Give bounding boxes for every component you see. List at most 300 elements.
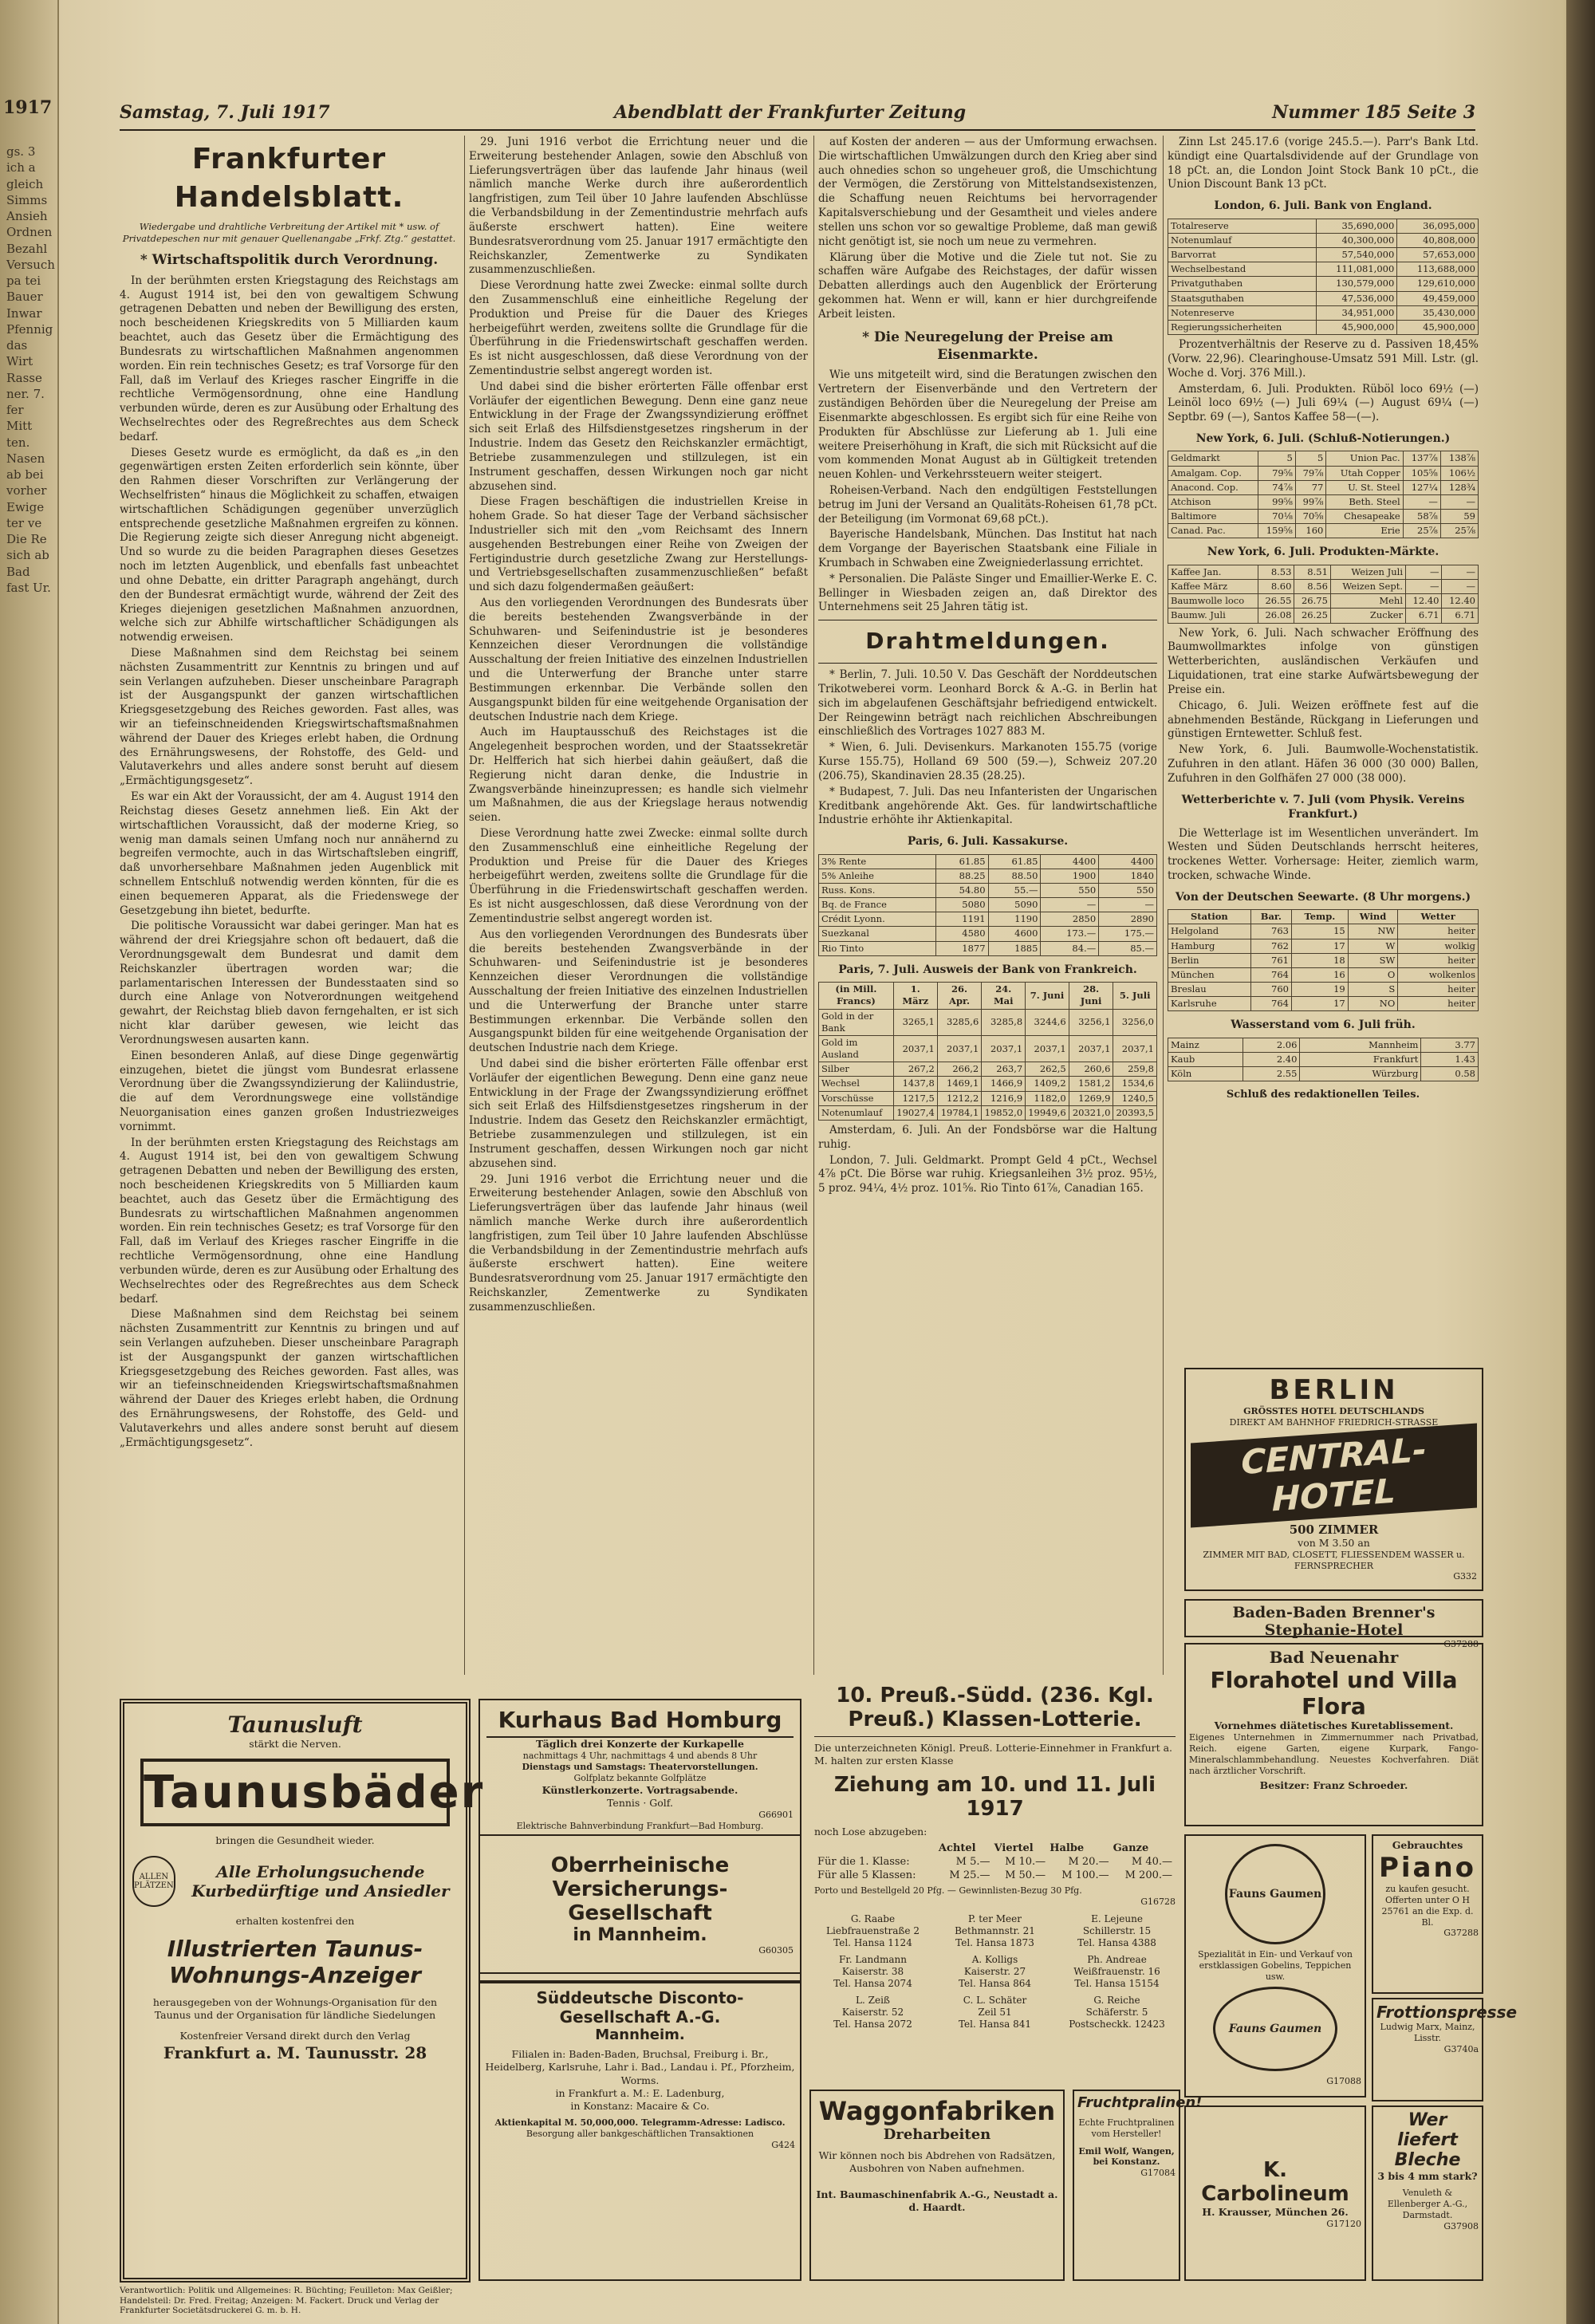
table-row — [819, 869, 1157, 883]
ad-title: K. Carbolineum — [1201, 2158, 1349, 2206]
ad-disconto[interactable] — [478, 1982, 801, 2281]
ad-code: G3740a — [1443, 2043, 1479, 2054]
article-paragraph: auf Kosten der anderen — aus der Umformung erwachsen. Die wirtschaftlichen Umwälzungen durch den Krieg aber sind auch ohnedies schon so ungeheuer groß, die Umschichtung der Vermögen, die Zerstörung von Mittelstandsexistenzen, die Schaffung neuen Reichtums bei hervorragender Kapitalsverschiebung und der Gesamtheit und vieles andere stellen uns schon vor so gewaltige Probleme, daß man gewiß nicht genötigt ist, sie noch um neue zu vermehren. — [818, 136, 1157, 248]
article-paragraph: Einen besonderen Anlaß, auf diese Dinge gegenwärtig einzugehen, bietet die jüngst vom Bundesrat erlassene Verordnung über die Zwangssyndizierung der Kaliindustrie, die auf dem Verordnungswege eine vollständige Neuorganisation eines ganzen großen Industriezweiges vornimmt. — [120, 1049, 459, 1133]
table-cell: Helgoland — [1168, 924, 1251, 939]
ad-title: Kurhaus Bad Homburg — [486, 1707, 794, 1738]
table-cell: 263,7 — [982, 1062, 1026, 1077]
column-1 — [120, 136, 459, 1675]
table-cell: 74⅞ — [1258, 480, 1295, 494]
table-heading: New York, 6. Juli. Produkten-Märkte. — [1207, 546, 1439, 559]
ad-line: Dienstags und Samstags: Theatervorstellungen. — [522, 1762, 758, 1772]
table-cell: wolkenlos — [1398, 967, 1479, 982]
table-row — [819, 1035, 1157, 1062]
table-cell: Union Pac. — [1326, 451, 1403, 466]
ad-title: Wer liefert Bleche — [1394, 2110, 1461, 2170]
column-header: Temp. — [1291, 910, 1348, 924]
table-cell: 1885 — [988, 941, 1041, 955]
table-cell: 550 — [1041, 883, 1099, 897]
table-cell: Zucker — [1330, 609, 1405, 623]
news-item: London, 7. Juli. Geldmarkt. Prompt Geld 4 pCt., Wechsel 4⅞ pCt. Die Börse war ruhig. Kriegsanleihen 3½ proz. 95½, 5 proz. 94¼, 4½ proz. 101⅝. Rio Tinto 61⅞, Canadian 165. — [818, 1153, 1157, 1195]
table-cell: 19 — [1291, 983, 1348, 997]
table-cell: 1217,5 — [893, 1091, 937, 1105]
table-row — [1168, 565, 1479, 579]
table-cell: 2037,1 — [1113, 1035, 1157, 1062]
table-cell: 26.55 — [1258, 594, 1294, 609]
ad-firm: Venuleth & Ellenberger A.-G., Darmstadt. — [1387, 2188, 1468, 2220]
bank-frankreich-table — [818, 982, 1157, 1121]
table-cell: Breslau — [1168, 983, 1251, 997]
page-number: Nummer 185 Seite 3 — [1272, 102, 1475, 123]
ad-title: Fruchtpralinen! — [1077, 2094, 1203, 2111]
table-cell: 2.06 — [1243, 1038, 1300, 1052]
ad-title: 10. Preuß.-Südd. (236. Kgl. Preuß.) Klassen-Lotterie. — [836, 1684, 1154, 1731]
ad-klassen-lotterie[interactable] — [809, 1679, 1180, 2090]
table-cell: Privatguthaben — [1168, 277, 1317, 291]
table-cell: O — [1348, 967, 1398, 982]
end-of-editorial: Schluß des redaktionellen Teiles. — [1226, 1089, 1420, 1101]
ad-top2: stärkt die Nerven. — [249, 1738, 341, 1750]
table-row — [1168, 510, 1479, 524]
ad-code: G17088 — [1326, 2076, 1361, 2087]
ad-line: ZIMMER MIT BAD, CLOSETT, FLIESSENDEM WASSER u. FERNSPRECHER — [1203, 1549, 1465, 1571]
table-cell: 34,951,000 — [1316, 305, 1397, 320]
table-cell: 84.— — [1041, 941, 1099, 955]
table-row — [814, 1855, 1176, 1869]
page-header — [120, 102, 1475, 131]
table-cell: 99⅝ — [1258, 494, 1295, 509]
table-cell: 19027,4 — [893, 1105, 937, 1120]
ad-line: Aktienkapital M. 50,000,000. Telegramm-Adresse: Ladisco. — [494, 2117, 786, 2129]
table-cell: 4600 — [988, 927, 1041, 941]
table-cell: 762 — [1250, 939, 1291, 953]
table-cell: Baltimore — [1168, 510, 1258, 524]
table-cell: Vorschüsse — [819, 1091, 894, 1105]
ad-fauns[interactable] — [1184, 1834, 1366, 2098]
table-cell: 8.60 — [1258, 580, 1294, 594]
lotterie-agent: C. L. Schäter Zeil 51 Tel. Hansa 841 — [958, 1995, 1032, 2031]
table-cell: 550 — [1099, 883, 1157, 897]
table-cell: Utah Copper — [1326, 466, 1403, 480]
table-cell: 129,610,000 — [1397, 277, 1479, 291]
table-row — [819, 1105, 1157, 1120]
table-cell: — — [1406, 565, 1442, 579]
ad-line: Besorgung aller bankgeschäftlichen Transaktionen — [526, 2129, 754, 2139]
table-cell: 127¼ — [1403, 480, 1440, 494]
table-cell: 5 — [1295, 451, 1326, 466]
table-row — [819, 1091, 1157, 1105]
article-paragraph: Und dabei sind die bisher erörterten Fälle offenbar erst Vorläufer der eigentlichen Bewegung. Denn eine ganz neue Entwicklung in der Frage der Zwangssyndizierung eröffnet sich seit Erlaß des Hilfsdienstgesetzes ringsherum in der Industrie. Indem das Gesetz den Reichskanzler ermächtigt, Betriebe zusammenzulegen und stillzulegen, ist ein Instrument geschaffen, dessen Wirkungen noch gar nicht abzusehen sind. — [469, 1058, 808, 1170]
ad-code: G16728 — [1140, 1896, 1176, 1907]
table-cell: 2850 — [1041, 912, 1099, 927]
table-cell: Notenumlauf — [1168, 233, 1317, 247]
table-cell: Staatsguthaben — [1168, 291, 1317, 305]
table-cell: 259,8 — [1113, 1062, 1157, 1077]
ad-piano[interactable] — [1372, 1834, 1483, 1994]
ad-carbolineum[interactable] — [1184, 2105, 1366, 2281]
table-cell: 3285,8 — [982, 1009, 1026, 1035]
table-row — [819, 912, 1157, 927]
table-cell: 35,690,000 — [1316, 219, 1397, 233]
ad-code: G60305 — [758, 1945, 794, 1956]
table-cell: 1191 — [935, 912, 988, 927]
table-row — [1168, 983, 1479, 997]
table-cell: 88.50 — [988, 869, 1041, 883]
table-cell: Anacond. Cop. — [1168, 480, 1258, 494]
column-rule — [813, 136, 814, 1675]
table-cell: M 50.— — [1005, 1869, 1046, 1881]
ad-brenner-hotel[interactable] — [1184, 1599, 1483, 1649]
ad-firm: Emil Wolf, Wangen, bei Konstanz. — [1078, 2145, 1175, 2168]
column-header: 1. März — [893, 983, 937, 1009]
right-page-edge — [1566, 0, 1595, 2324]
table-cell: 3256,1 — [1069, 1009, 1113, 1035]
table-cell: 20393,5 — [1113, 1105, 1157, 1120]
table-cell: Gold in der Bank — [819, 1009, 894, 1035]
table-cell: 5 — [1258, 451, 1295, 466]
table-row — [1168, 320, 1479, 334]
news-item: Chicago, 6. Juli. Weizen eröffnete fest auf die abnehmenden Bestände, Rückgang in Lieferungen und günstigen Erntewetter. Schluß fest. — [1168, 699, 1479, 741]
table-cell: 8.56 — [1294, 580, 1330, 594]
table-cell: — — [1442, 580, 1479, 594]
table-cell: 19949,6 — [1026, 1105, 1069, 1120]
news-item: * Budapest, 7. Juli. Das neu Infanteristen der Ungarischen Kreditbank angehörende Akt. Ges. für landwirtschaftliche Industrie erhöhte ihr Aktienkapital. — [818, 785, 1157, 827]
table-row — [819, 883, 1157, 897]
news-item: * Wien, 6. Juli. Devisenkurs. Markanoten 155.75 (vorige Kurse 155.75), Holland 69 500 (59.—), Schweiz 207.20 (206.75), Skandinavien 28.35 (28.25). — [818, 741, 1157, 782]
table-cell: 3285,6 — [937, 1009, 981, 1035]
table-cell: 2037,1 — [893, 1035, 937, 1062]
table-cell: 57,540,000 — [1316, 248, 1397, 262]
table-row — [1168, 291, 1479, 305]
table-cell: Hamburg — [1168, 939, 1251, 953]
column-header: Achtel — [938, 1841, 976, 1854]
table-cell: Würzburg — [1300, 1067, 1421, 1081]
table-cell: 19852,0 — [982, 1105, 1026, 1120]
ad-code: G332 — [1453, 1571, 1477, 1582]
table-cell: 25⅞ — [1440, 524, 1478, 538]
table-cell: 17 — [1291, 997, 1348, 1011]
lotterie-agent: G. Reiche Schäferstr. 5 Postscheckk. 12423 — [1069, 1995, 1165, 2031]
table-cell: 1409,2 — [1026, 1077, 1069, 1091]
table-cell: 6.71 — [1406, 609, 1442, 623]
table-cell: M 100.— — [1061, 1869, 1109, 1881]
table-cell: 1840 — [1099, 869, 1157, 883]
table-cell: 40,808,000 — [1397, 233, 1479, 247]
ad-line: nachmittags 4 Uhr, nachmittags 4 und abends 8 Uhr — [522, 1751, 758, 1762]
lotterie-agent: Fr. Landmann Kaiserstr. 38 Tel. Hansa 2074 — [833, 1954, 912, 1990]
table-cell: 3.77 — [1421, 1038, 1479, 1052]
table-cell: Atchison — [1168, 494, 1258, 509]
ad-city: Mannheim. — [595, 2027, 685, 2043]
table-cell: 4400 — [1041, 854, 1099, 869]
table-cell: Berlin — [1168, 953, 1251, 967]
table-cell: Geldmarkt — [1168, 451, 1258, 466]
table-cell: 5% Anleihe — [819, 869, 936, 883]
table-cell: 3256,0 — [1113, 1009, 1157, 1035]
table-cell: 105⅝ — [1403, 466, 1440, 480]
article-headline: * Wirtschaftspolitik durch Verordnung. — [140, 252, 439, 269]
table-cell: 1877 — [935, 941, 988, 955]
table-cell: 47,536,000 — [1316, 291, 1397, 305]
column-2 — [469, 136, 808, 1675]
table-cell: 106½ — [1440, 466, 1478, 480]
ad-line: Eigenes Unternehmen in Zimmernummer nach Privatbad, Reich. eigene Garten, eigene Kurpark, Fango-Mineralschlammbehandlung. Neuestes Kochverfahren. Diät nach ärztlicher Vorschrift. — [1189, 1732, 1479, 1776]
page-spine — [0, 0, 59, 2324]
table-cell: 3265,1 — [893, 1009, 937, 1035]
column-header: (in Mill. Francs) — [819, 983, 894, 1009]
table-cell: 1437,8 — [893, 1077, 937, 1091]
table-cell: Suezkanal — [819, 927, 936, 941]
article-paragraph: 29. Juni 1916 verbot die Errichtung neuer und die Erweiterung bestehender Anlagen, sowie den Abschluß von Lieferungsverträgen über das laufende Jahr hinaus (weil nämlich manche Werke durch ihre außerordentlich langfristigen, zum Teil über 10 Jahre laufenden Abschlüsse die Verbandsbildung in der Zementindustrie mehrfach aufs äußerste erschwert hatten). Eine weitere Bundesratsverordnung vom 25. Januar 1917 ermächtigte den Reichskanzler, Zementwerke zu Syndikaten zusammenzuschließen. — [469, 1172, 808, 1314]
ad-line: erhalten kostenfrei den — [235, 1914, 355, 1927]
table-row — [1168, 219, 1479, 233]
ad-line: Ludwig Marx, Mainz, Lisstr. — [1380, 2022, 1475, 2043]
ad-line: in Konstanz: Macaire & Co. — [570, 2100, 710, 2112]
table-cell: 59 — [1440, 510, 1478, 524]
table-cell: 40,300,000 — [1316, 233, 1397, 247]
ad-city: BERLIN — [1269, 1374, 1399, 1406]
ad-title: Frottionspresse — [1376, 2003, 1518, 2022]
table-cell: 57,653,000 — [1397, 248, 1479, 262]
table-row — [1168, 1038, 1479, 1052]
ad-place: Bad Neuenahr — [1269, 1648, 1399, 1667]
table-cell: 138⅞ — [1440, 451, 1478, 466]
table-cell: Gold im Ausland — [819, 1035, 894, 1062]
news-item: Amsterdam, 6. Juli. An der Fondsbörse war die Haltung ruhig. — [818, 1124, 1157, 1151]
table-cell: — — [1406, 580, 1442, 594]
table-cell: Barvorrat — [1168, 248, 1317, 262]
table-cell: 1466,9 — [982, 1077, 1026, 1091]
ad-code: G37288 — [1443, 1639, 1479, 1649]
table-cell: NO — [1348, 997, 1398, 1011]
table-row — [819, 1009, 1157, 1035]
table-cell: 0.58 — [1421, 1067, 1479, 1081]
ad-line: Kostenfreier Versand direkt durch den Verlag — [179, 2030, 411, 2042]
ad-code: G424 — [771, 2139, 795, 2150]
table-cell: 113,688,000 — [1397, 262, 1479, 277]
table-cell: 160 — [1295, 524, 1326, 538]
table-row — [819, 927, 1157, 941]
ad-line: 3 bis 4 mm stark? — [1377, 2170, 1478, 2182]
table-cell: NW — [1348, 924, 1398, 939]
table-cell: 130,579,000 — [1316, 277, 1397, 291]
ad-line: Alle Erholungsuchende Kurbedürftige und Ansiedler — [191, 1861, 450, 1901]
ad-title: Oberrheinische Versicherungs-Gesellschaft — [550, 1853, 730, 1925]
table-heading: New York, 6. Juli. (Schluß-Notierungen.) — [1195, 431, 1451, 445]
table-cell: — — [1099, 898, 1157, 912]
table-cell: 8.53 — [1258, 565, 1294, 579]
table-cell: 25⅞ — [1403, 524, 1440, 538]
header-date: Samstag, 7. Juli 1917 — [120, 102, 330, 123]
table-cell: 1269,9 — [1069, 1091, 1113, 1105]
ad-code: G17120 — [1326, 2219, 1361, 2230]
ad-bleche[interactable] — [1372, 2105, 1483, 2281]
article-paragraph: Und dabei sind die bisher erörterten Fälle offenbar erst Vorläufer der eigentlichen Bewegung. Denn eine ganz neue Entwicklung in der Frage der Zwangssyndizierung eröffnet sich seit Erlaß des Hilfsdienstgesetzes ringsherum in der Industrie. Indem das Gesetz den Reichskanzler ermächtigt, Betriebe zusammenzulegen und stillzulegen, ist ein Instrument geschaffen, dessen Wirkungen noch gar nicht abzusehen sind. — [469, 380, 808, 493]
column-rule — [1163, 136, 1164, 1675]
table-cell: 2037,1 — [1026, 1035, 1069, 1062]
ad-line: von M 3.50 an — [1298, 1536, 1370, 1549]
table-cell: 70⅛ — [1258, 510, 1295, 524]
table-cell: 1.43 — [1421, 1053, 1479, 1067]
column-header: 26. Apr. — [937, 983, 981, 1009]
masthead: Abendblatt der Frankfurter Zeitung — [614, 102, 967, 123]
table-cell: 61.85 — [935, 854, 988, 869]
wasserstand-table — [1168, 1038, 1479, 1082]
table-cell: 26.75 — [1294, 594, 1330, 609]
table-cell: 1190 — [988, 912, 1041, 927]
table-cell: 85.— — [1099, 941, 1157, 955]
table-cell: 6.71 — [1442, 609, 1479, 623]
table-cell: 128¾ — [1440, 480, 1478, 494]
table-cell: Wechsel — [819, 1077, 894, 1091]
ad-central-hotel[interactable] — [1184, 1368, 1483, 1591]
table-cell: 763 — [1250, 924, 1291, 939]
table-cell: Baumwolle loco — [1168, 594, 1258, 609]
table-row — [819, 941, 1157, 955]
table-cell: Für die 1. Klasse: — [817, 1855, 910, 1868]
ad-line: Tennis · Golf. — [607, 1796, 673, 1809]
table-row — [1168, 233, 1479, 247]
ad-code: G17084 — [1140, 2168, 1176, 2178]
table-cell: 45,900,000 — [1397, 320, 1479, 334]
table-heading: London, 6. Juli. Bank von England. — [1214, 199, 1432, 213]
table-cell: 760 — [1250, 983, 1291, 997]
ad-frottionspresse[interactable] — [1372, 1998, 1518, 2101]
ad-line: 500 ZIMMER — [1289, 1522, 1379, 1537]
table-cell: 35,430,000 — [1397, 305, 1479, 320]
table-cell: 19784,1 — [937, 1105, 981, 1120]
spine-text: gs. 3 ich a gleich Simms Ansieh Ordnen Bezahl Versuch pa tei Bauer Inwar Pfennig das Wirt Rasse ner. 7. fer Mitt ten. Nasen ab bei vorher Ewige ter ve Die Re sich ab Bad fast Ur. — [6, 144, 55, 595]
column-header: Viertel — [994, 1841, 1034, 1854]
ad-waggonfabriken[interactable] — [809, 2090, 1065, 2281]
column-header: 24. Mai — [982, 983, 1026, 1009]
table-cell: 54.80 — [935, 883, 988, 897]
news-item: Amsterdam, 6. Juli. Produkten. Rüböl loco 69½ (—) Leinöl loco 69½ (—) Juli 69¼ (—) August 69¼ (—) Septbr. 69 (—), Santos Kaffee 58—(—). — [1168, 382, 1479, 424]
table-cell: 159⅝ — [1258, 524, 1295, 538]
ad-taunusbaeder[interactable] — [120, 1699, 485, 2283]
table-cell: SW — [1348, 953, 1398, 967]
lotterie-agent: Ph. Andreae Weißfrauenstr. 16 Tel. Hansa 15154 — [1073, 1954, 1160, 1990]
section-title: Frankfurter Handelsblatt. — [174, 143, 404, 214]
table-cell: 1469,1 — [937, 1077, 981, 1091]
table-cell: 55.— — [988, 883, 1041, 897]
table-cell: Regierungssicherheiten — [1168, 320, 1317, 334]
ad-line: Spezialität in Ein- und Verkauf von erstklassigen Gobelins, Teppichen usw. — [1197, 1949, 1353, 1982]
lotterie-agent: E. Lejeune Schillerstr. 15 Tel. Hansa 4388 — [1077, 1913, 1156, 1949]
table-cell: Frankfurt — [1300, 1053, 1421, 1067]
lotterie-agent: L. Zeiß Kaiserstr. 52 Tel. Hansa 2072 — [833, 1995, 912, 2031]
table-cell: 5090 — [988, 898, 1041, 912]
new-york-table — [1168, 451, 1479, 538]
table-row — [1168, 997, 1479, 1011]
table-row — [1168, 305, 1479, 320]
ad-fruchtpralinen[interactable] — [1073, 2090, 1203, 2281]
ad-line: Illustrierten Taunus-Wohnungs-Anzeiger — [167, 1935, 423, 1988]
article-paragraph: Klärung über die Motive und die Ziele tut not. Sie zu schaffen wäre Aufgabe des Reichstages, der dafür wissen Debatten allerdings auch den Augenblick der Erörterung gekommen hat. Wenn er will, kann er hier durchgreifende Arbeit leisten. — [818, 250, 1157, 321]
table-cell: Kaffee Jan. — [1168, 565, 1258, 579]
ad-title: Süddeutsche Disconto-Gesellschaft A.-G. — [536, 1988, 744, 2027]
table-cell: 1240,5 — [1113, 1091, 1157, 1105]
article-paragraph: Aus den vorliegenden Verordnungen des Bundesrats über die bereits bestehenden Zwangsverbände in der Schuhwaren- und Seifenindustrie ist je besonderes Kennzeichen dieser Verordnungen die vollständige Ausschaltung der freien Initiative des einzelnen Industriellen und die Unterwerfung der Branche unter starre Bestimmungen erkennbar. Die Verbände sollen den Ausgangspunkt bilden für eine weitgehende Organisation der deutschen Industrie nach dem Kriege. — [469, 928, 808, 1055]
table-cell: heiter — [1398, 924, 1479, 939]
table-cell: 764 — [1250, 997, 1291, 1011]
ad-code: G37908 — [1443, 2220, 1479, 2231]
table-row — [819, 1062, 1157, 1077]
table-cell: 2.55 — [1243, 1067, 1300, 1081]
ad-line: Elektrische Bahnverbindung Frankfurt—Bad Homburg. — [516, 1820, 764, 1831]
ad-ziehung: Ziehung am 10. und 11. Juli 1917 — [833, 1772, 1156, 1821]
table-cell: 137⅞ — [1403, 451, 1440, 466]
ad-line: Golfplatz bekannte Golfplätze — [573, 1772, 707, 1783]
table-cell: Chesapeake — [1326, 510, 1403, 524]
table-heading: Wasserstand vom 6. Juli früh. — [1231, 1018, 1416, 1032]
globe-icon: ALLEN PLÄTZEN — [132, 1856, 175, 1907]
table-cell: Totalreserve — [1168, 219, 1317, 233]
ad-title: Taunusbäder — [140, 1759, 450, 1826]
ad-oberrheinische[interactable] — [478, 1834, 801, 1974]
table-cell: München — [1168, 967, 1251, 982]
ad-line: noch Lose abzugeben: — [814, 1825, 927, 1838]
table-cell: 26.25 — [1294, 609, 1330, 623]
table-cell: Canad. Pac. — [1168, 524, 1258, 538]
table-cell: Notenreserve — [1168, 305, 1317, 320]
imprint: Verantwortlich: Politik und Allgemeines: R. Büchting; Feuilleton: Max Geißler; Handelsteil: Dr. Fred. Freitag; Anzeigen: M. Fackert. Druck und Verlag der Frankfurter Societätsdruckerei G. m. b. H. — [120, 2286, 453, 2316]
table-cell: Erie — [1326, 524, 1403, 538]
table-heading: Paris, 7. Juli. Ausweis der Bank von Frankreich. — [838, 963, 1137, 976]
ad-title: Florahotel und Villa Flora — [1210, 1667, 1458, 1719]
ad-address: Frankfurt a. M. Taunusstr. 28 — [163, 2042, 427, 2062]
ad-brand: CENTRAL-HOTEL — [1191, 1423, 1477, 1527]
table-cell: 58⅞ — [1403, 510, 1440, 524]
table-cell: 1581,2 — [1069, 1077, 1113, 1091]
table-cell: 18 — [1291, 953, 1348, 967]
ad-line: Täglich drei Konzerte der Kurkapelle — [535, 1738, 744, 1750]
ad-florahotel[interactable] — [1184, 1643, 1483, 1826]
column-header: Bar. — [1250, 910, 1291, 924]
table-cell: 8.51 — [1294, 565, 1330, 579]
divider — [818, 663, 1157, 664]
table-cell: 111,081,000 — [1316, 262, 1397, 277]
table-row — [1168, 494, 1479, 509]
table-cell: 173.— — [1041, 927, 1099, 941]
table-cell: 1212,2 — [937, 1091, 981, 1105]
table-cell: 1900 — [1041, 869, 1099, 883]
table-cell: 5080 — [935, 898, 988, 912]
table-cell: S — [1348, 983, 1398, 997]
table-cell: 12.40 — [1406, 594, 1442, 609]
ad-line: GRÖSSTES HOTEL DEUTSCHLANDS — [1243, 1406, 1424, 1416]
table-cell: Für alle 5 Klassen: — [817, 1869, 916, 1881]
seewarte-table — [1168, 909, 1479, 1011]
table-row — [1168, 480, 1479, 494]
article-paragraph: Diese Fragen beschäftigen die industriellen Kreise in hohem Grade. So hat dieser Tage der Verband sächsischer Industrieller sich mit den „vom Reichsamt des Innern ausgehenden Bestrebungen einer Reihe von Zweigen der Fertigindustrie durch gesetzliche Zwang zur Herstellungs- und Vertriebsgesellschaften zusammenzuschließen“ befaßt und sich dazu folgendermaßen geäußert: — [469, 495, 808, 594]
table-cell: 761 — [1250, 953, 1291, 967]
table-row — [1168, 967, 1479, 982]
article-paragraph: Aus den vorliegenden Verordnungen des Bundesrats über die bereits bestehenden Zwangsverbände in der Schuhwaren- und Seifenindustrie ist je besonderes Kennzeichen dieser Verordnungen die vollständige Ausschaltung der freien Initiative des einzelnen Industriellen und die Unterwerfung der Branche unter starre Bestimmungen erkennbar. Die Verbände sollen den Ausgangspunkt bilden für eine weitgehende Organisation der deutschen Industrie nach dem Kriege. — [469, 597, 808, 723]
paris-kurse-table — [818, 854, 1157, 956]
article-paragraph: 29. Juni 1916 verbot die Errichtung neuer und die Erweiterung bestehender Anlagen, sowie den Abschluß von Lieferungsverträgen über das laufende Jahr hinaus (weil nämlich manche Werke durch ihre außerordentlich langfristigen, zum Teil über 10 Jahre laufenden Abschlüsse die Verbandsbildung in der Zementindustrie mehrfach aufs äußerste erschwert hatten). Eine weitere Bundesratsverordnung vom 25. Januar 1917 ermächtigte den Reichskanzler, Zementwerke zu Syndikaten zusammenzuschließen. — [469, 136, 808, 277]
table-cell: 266,2 — [937, 1062, 981, 1077]
table-cell: Köln — [1168, 1067, 1243, 1081]
ad-top: Taunusluft — [227, 1711, 363, 1738]
table-cell: M 10.— — [1005, 1855, 1046, 1868]
table-cell: M 200.— — [1124, 1869, 1172, 1881]
column-header: Wind — [1348, 910, 1398, 924]
table-row — [1168, 524, 1479, 538]
table-cell: Kaffee März — [1168, 580, 1258, 594]
table-cell: 88.25 — [935, 869, 988, 883]
ad-line: herausgegeben von der Wohnungs-Organisation für den Taunus und der Organisation für ländliche Siedelungen — [152, 1995, 438, 2021]
